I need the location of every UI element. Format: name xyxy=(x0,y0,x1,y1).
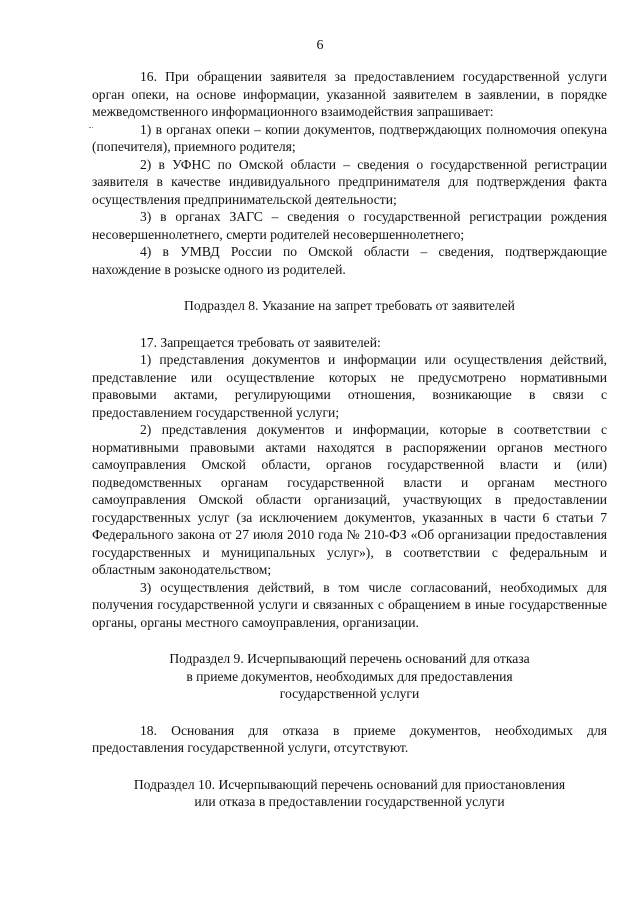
subsection-10-heading: Подраздел 10. Исчерпывающий перечень оснований для приостановления или отказа в предоставлении государственной услуги xyxy=(133,776,566,809)
para-17-intro: 17. Запрещается требовать от заявителей: xyxy=(140,334,381,350)
para-17-item-3: 3) осуществления действий, в том числе согласований, необходимых для получения государственной услуги и связанных с обращением в иные государственные органы, органы местного самоуправления, организации. xyxy=(92,579,607,630)
document-body xyxy=(92,68,607,811)
para-16-item-3: 3) в органах ЗАГС – сведения о государственной регистрации рождения несовершеннолетнего, смерти родителей несовершеннолетнего; xyxy=(92,209,607,242)
para-17-item-2: 2) представления документов и информации, которые в соответствии с нормативными правовыми актами находятся в распоряжении органов местного самоуправления Омской области, органов государственной власти и (или) подведомственных органам государственной власти и органам местного самоуправления Омской области организаций, участвующих в предоставлении государственных услуг (за исключением документов, указанных в части 6 статьи 7 Федерального закона от 27 июля 2010 года № 210-ФЗ «Об организации предоставления государственных и муниципальных услуг»), в соответствии с федеральным и областным законодательством; xyxy=(92,422,607,577)
page-number: 6 xyxy=(316,38,324,53)
para-16-item-1: 1) в органах опеки – копии документов, подтверждающих полномочия опекуна (попечителя), приемного родителя; xyxy=(92,121,607,154)
para-16-intro: 16. При обращении заявителя за предоставлением государственной услуги орган опеки, на основе информации, указанной заявителем в заявлении, в порядке межведомственного информационного взаимодействия запрашивает: xyxy=(92,69,607,119)
para-16-item-4: 4) в УМВД России по Омской области – сведения, подтверждающие нахождение в розыске одного из родителей. xyxy=(92,244,607,277)
spacer xyxy=(92,703,607,722)
spacer xyxy=(92,757,607,776)
subsection-9-heading: Подраздел 9. Исчерпывающий перечень оснований для отказа в приеме документов, необходимых для предоставления государственной услуги xyxy=(169,651,530,701)
subsection-8-heading: Подраздел 8. Указание на запрет требовать от заявителей xyxy=(184,298,515,313)
spacer xyxy=(92,631,607,650)
para-16-item-2: 2) в УФНС по Омской области – сведения о государственной регистрации заявителя в качестве индивидуального предпринимателя для подтверждения факта осуществления предпринимательской деятельности; xyxy=(92,156,607,207)
para-17-item-1: 1) представления документов и информации или осуществления действий, представление или осуществление которых не предусмотрено нормативными правовыми актами, регулирующими отношения, возникающие в связи с предоставлением государственной услуги; xyxy=(92,352,607,420)
para-18: 18. Основания для отказа в приеме документов, необходимых для предоставления государственной услуги, отсутствуют. xyxy=(92,722,607,755)
spacer xyxy=(92,278,607,297)
spacer xyxy=(92,315,607,334)
